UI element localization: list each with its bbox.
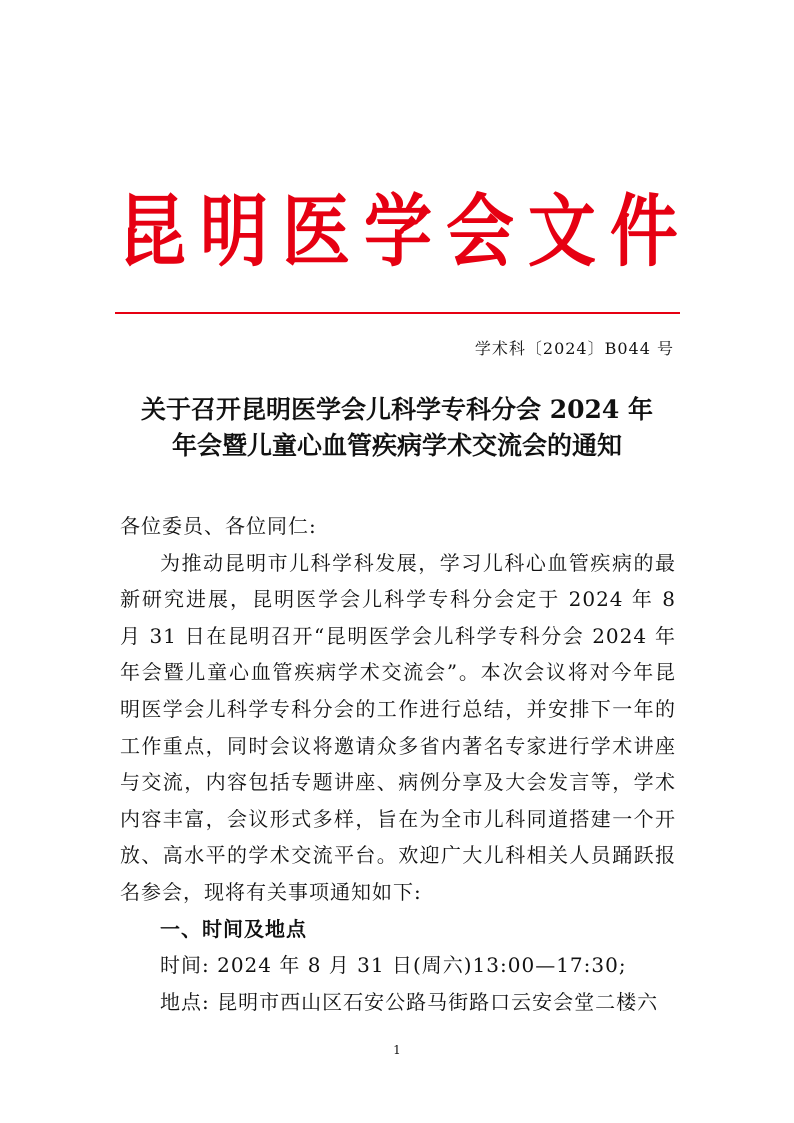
header-char: 昆: [118, 187, 187, 278]
notice-title-line-2: 年会暨儿童心血管疾病学术交流会的通知: [171, 431, 622, 460]
notice-title: [110, 392, 684, 464]
place-line: 地点: 昆明市西山区石安公路马街路口云安会堂二楼六: [160, 989, 659, 1014]
document-body: [120, 508, 676, 1020]
header-char: 文: [527, 187, 596, 278]
section-heading-time-place: 一、时间及地点: [160, 916, 307, 941]
document-header-title: [118, 188, 678, 278]
document-number: 学术科〔2024〕B044 号: [474, 339, 674, 358]
header-char: 明: [199, 187, 268, 278]
header-char: 件: [609, 187, 678, 278]
salutation: 各位委员、各位同仁:: [120, 514, 317, 538]
header-char: 学: [363, 187, 432, 278]
header-char: 会: [445, 187, 514, 278]
red-divider-line: [115, 312, 680, 314]
intro-paragraph: 为推动昆明市儿科学科发展，学习儿科心血管疾病的最新研究进展，昆明医学会儿科学专科分会定于 2024 年 8 月 31 日在昆明召开“昆明医学会儿科学专科分会 2024 年年会暨儿童心血管疾病学术交流会”。本次会议将对今年昆明医学会儿科学专科分会的工作进行总结，并安排下一年的工作重点，同时会议将邀请众多省内著名专家进行学术讲座与交流，内容包括专题讲座、病例分享及大会发言等，学术内容丰富，会议形式多样，旨在为全市儿科同道搭建一个开放、高水平的学术交流平台。欢迎广大儿科相关人员踊跃报名参会，现将有关事项通知如下:: [120, 550, 676, 904]
time-line: 时间: 2024 年 8 月 31 日(周六)13:00—17:30;: [160, 953, 627, 978]
header-char: 医: [281, 187, 350, 278]
page-number: 1: [393, 1043, 401, 1057]
notice-title-line-1: 关于召开昆明医学会儿科学专科分会 2024 年: [141, 395, 653, 424]
